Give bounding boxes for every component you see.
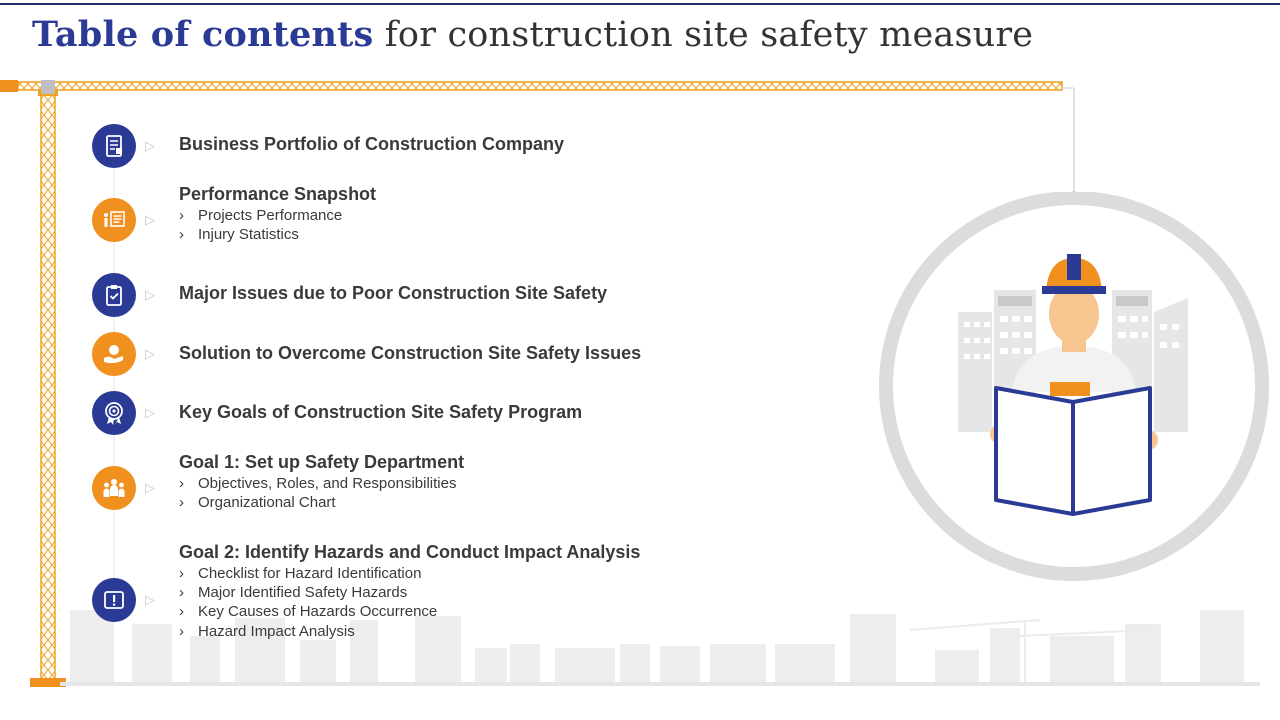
toc-item-title: Solution to Overcome Construction Site Safety Issues (179, 343, 642, 363)
sub-marker: › (179, 584, 184, 601)
toc-subitem-label: Major Identified Safety Hazards (198, 584, 408, 601)
toc-item-title: Goal 2: Identify Hazards and Conduct Impact Analysis (179, 542, 641, 562)
toc-subitem (179, 584, 407, 601)
toc-subitem (179, 494, 336, 511)
toc-subitem-label: Objectives, Roles, and Responsibilities (198, 475, 457, 492)
portfolio-icon (92, 124, 136, 168)
toc-subitem-label: Projects Performance (198, 207, 343, 224)
page-title-rest: for construction site safety measure (384, 15, 1034, 55)
sub-marker: › (179, 565, 184, 582)
team-icon (92, 466, 136, 510)
toc-item-title: Business Portfolio of Construction Company (179, 134, 565, 154)
toc-subitem (179, 623, 355, 640)
item-chevron-2: ▷ (145, 212, 155, 227)
toc-subitem-label: Key Causes of Hazards Occurrence (198, 603, 438, 620)
sub-marker: › (179, 226, 184, 243)
item-chevron-3: ▷ (145, 287, 155, 302)
helping-hand-icon (92, 332, 136, 376)
target-badge-icon (92, 391, 136, 435)
toc-item-title: Major Issues due to Poor Construction Site Safety (179, 283, 608, 303)
sub-marker: › (179, 494, 184, 511)
toc-item-title: Goal 1: Set up Safety Department (179, 452, 465, 472)
toc-subitem (179, 565, 421, 582)
item-chevron-6: ▷ (145, 480, 155, 495)
toc-subitem-label: Injury Statistics (198, 226, 299, 243)
toc-subitem-label: Hazard Impact Analysis (198, 623, 355, 640)
toc-subitem-label: Organizational Chart (198, 494, 336, 511)
page-title-strong: Table of contents (32, 14, 374, 55)
item-chevron-1: ▷ (145, 138, 155, 153)
toc-subitem (179, 207, 342, 224)
toc-subitem-label: Checklist for Hazard Identification (198, 565, 422, 582)
item-chevron-7: ▷ (145, 592, 155, 607)
sub-marker: › (179, 603, 184, 620)
toc-subitem (179, 226, 299, 243)
toc-subitem (179, 603, 437, 620)
warning-icon (92, 578, 136, 622)
toc-item-title: Performance Snapshot (179, 184, 377, 204)
sub-marker: › (179, 623, 184, 640)
clipboard-icon (92, 273, 136, 317)
toc-subitem (179, 475, 456, 492)
toc-item-title: Key Goals of Construction Site Safety Program (179, 402, 583, 422)
item-chevron-5: ▷ (145, 405, 155, 420)
presentation-icon (92, 198, 136, 242)
sub-marker: › (179, 207, 184, 224)
worker-reading-blueprint-illustration (876, 192, 1272, 584)
sub-marker: › (179, 475, 184, 492)
item-chevron-4: ▷ (145, 346, 155, 361)
